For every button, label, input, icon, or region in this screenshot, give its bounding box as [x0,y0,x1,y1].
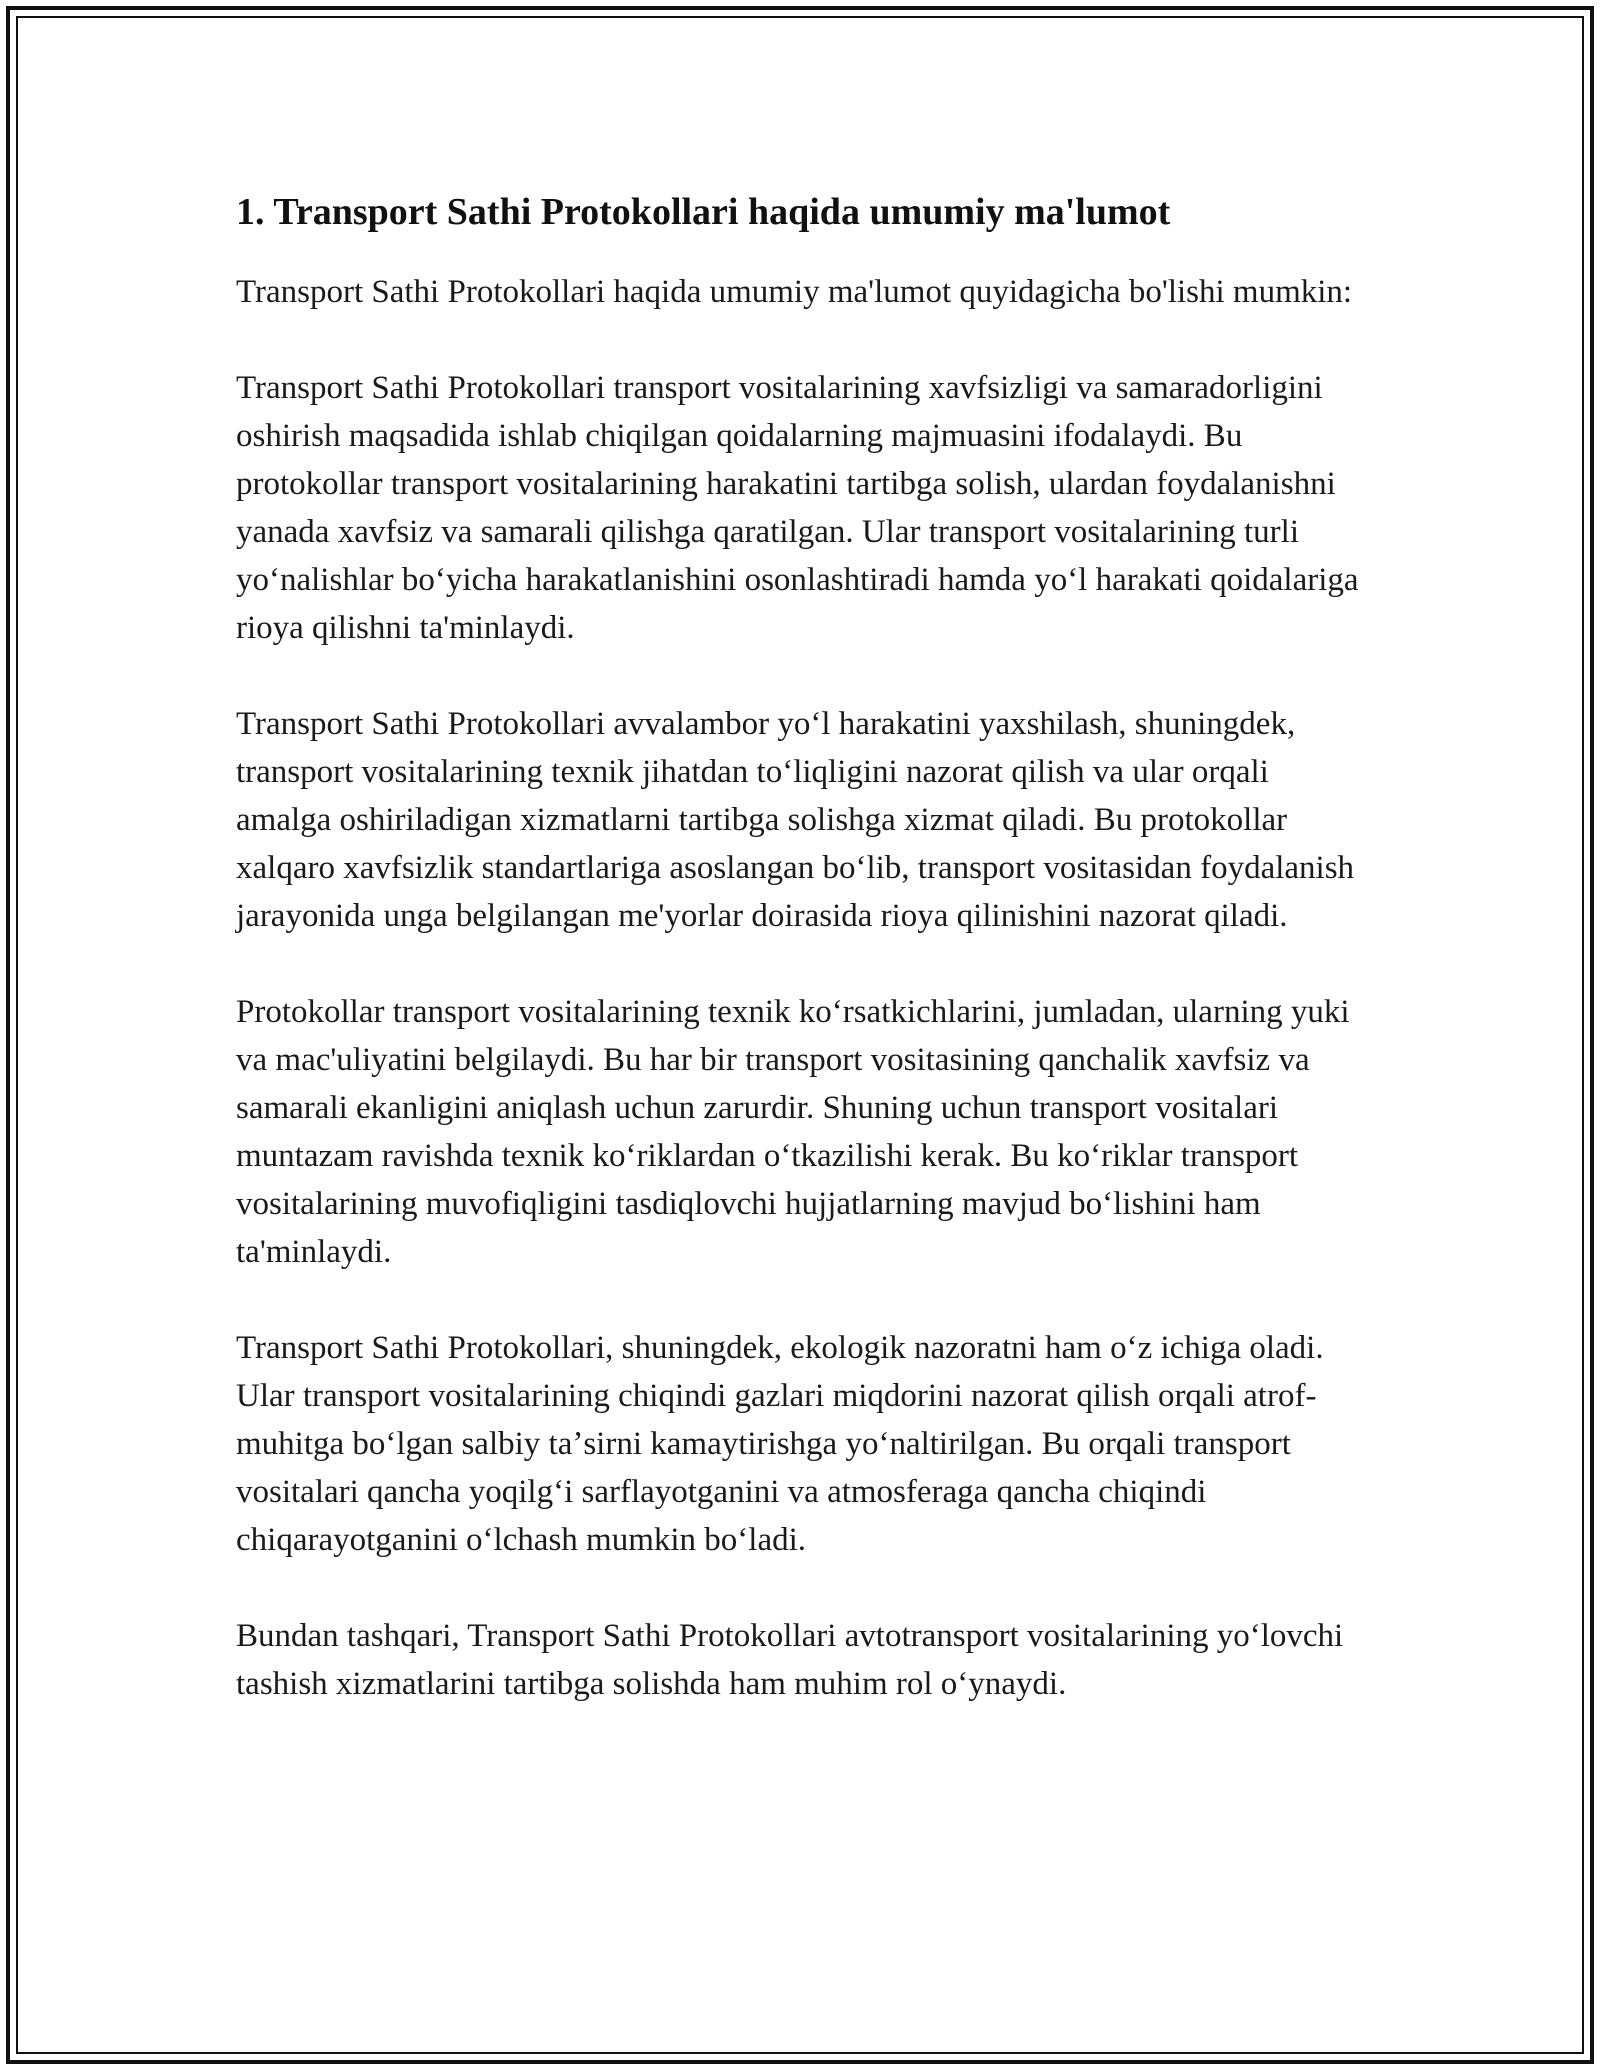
document-title: 1. Transport Sathi Protokollari haqida umumiy ma'lumot [236,191,1171,233]
paragraph-purpose: Transport Sathi Protokollari avvalambor yoʻl harakatini yaxshilash, shuningdek, transport vositalarining texnik jihatdan toʻliqligini nazorat qilish va ular orqali amalga oshiriladigan xizmatlarni tartibga solishga xizmat qiladi. Bu protokollar xalqaro xavfsizlik standartlariga asoslangan boʻlib, transport vositasidan foydalanish jarayonida unga belgilangan me'yorlar doirasida rioya qilinishini nazorat qiladi. [236,706,1355,934]
paragraph-technical-indicators: Protokollar transport vositalarining texnik koʻrsatkichlarini, jumladan, ularning yuki va mac'uliyatini belgilaydi. Bu har bir transport vositasining qanchalik xavfsiz va samarali ekanligini aniqlash uchun zarurdir. Shuning uchun transport vositalari muntazam ravishda texnik koʻriklardan oʻtkazilishi kerak. Bu koʻriklar transport vositalarining muvofiqligini tasdiqlovchi hujjatlarning mavjud boʻlishini ham ta'minlaydi. [236,994,1350,1270]
paragraph-ecological-control: Transport Sathi Protokollari, shuningdek, ekologik nazoratni ham oʻz ichiga oladi. Ular transport vositalarining chiqindi gazlari miqdorini nazorat qilish orqali atrof-muhitga boʻlgan salbiy taʼsirni kamaytirishga yoʻnaltirilgan. Bu orqali transport vositalari qancha yoqilgʻi sarflayotganini va atmosferaga qancha chiqindi chiqarayotganini oʻlchash mumkin boʻladi. [236,1330,1324,1558]
paragraph-passenger-transport: Bundan tashqari, Transport Sathi Protokollari avtotransport vositalarining yoʻlovchi tashish xizmatlarini tartibga solishda ham muhim rol oʻynaydi. [236,1618,1344,1702]
paragraph-intro: Transport Sathi Protokollari haqida umumiy ma'lumot quyidagicha bo'lishi mumkin: [236,274,1353,310]
document-body [236,186,1366,1756]
paragraph-definition: Transport Sathi Protokollari transport vositalarining xavfsizligi va samaradorligini oshirish maqsadida ishlab chiqilgan qoidalarning majmuasini ifodalaydi. Bu protokollar transport vositalarining harakatini tartibga solish, ulardan foydalanishni yanada xavfsiz va samarali qilishga qaratilgan. Ular transport vositalarining turli yoʻnalishlar boʻyicha harakatlanishini osonlashtiradi hamda yoʻl harakati qoidalariga rioya qilishni ta'minlaydi. [236,370,1359,646]
